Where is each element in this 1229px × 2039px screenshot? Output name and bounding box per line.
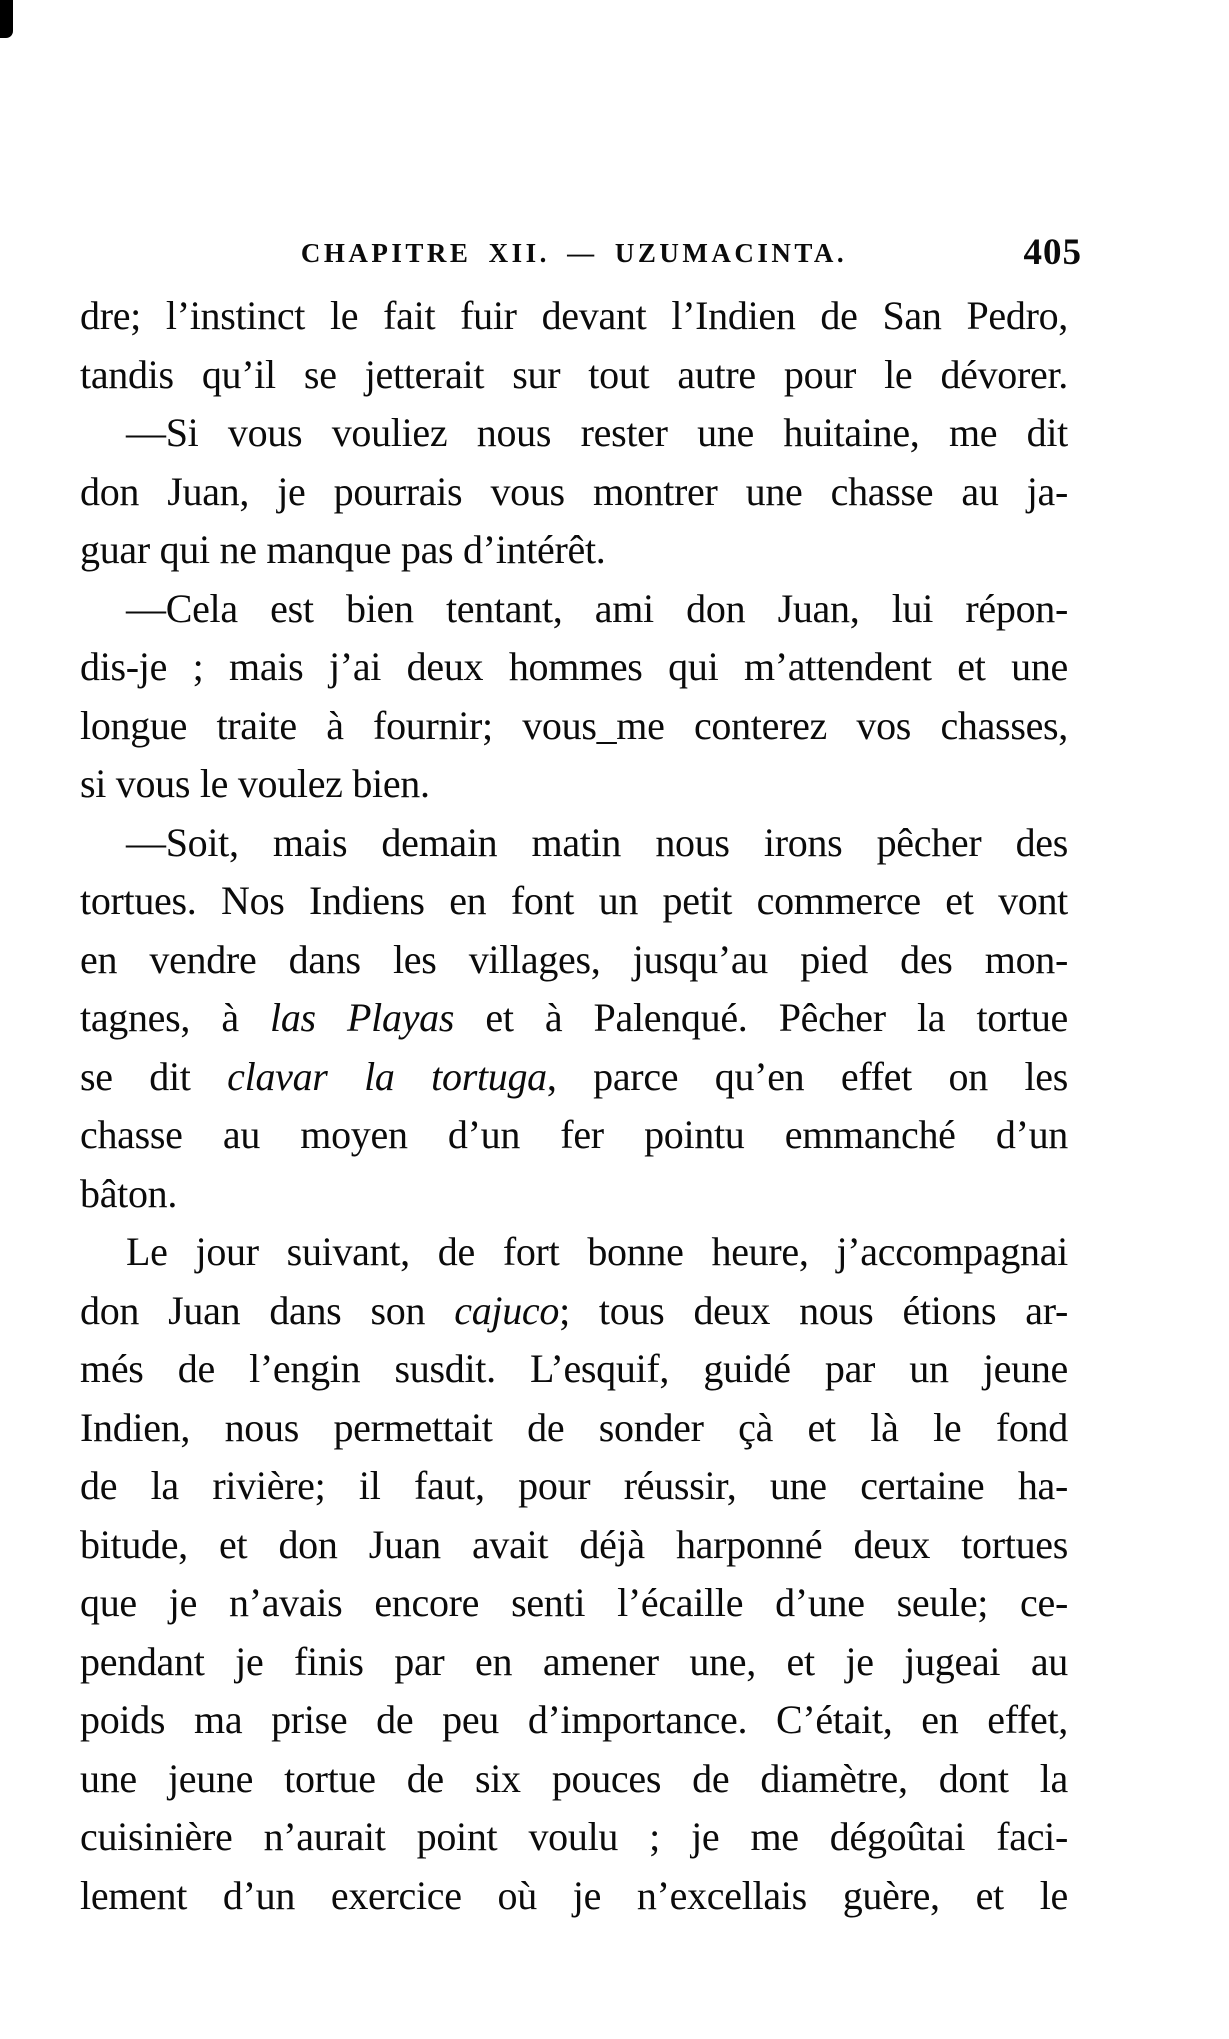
text-line: bâton. (80, 1170, 178, 1216)
text-block (80, 287, 1068, 1925)
scan-artifact-topleft (0, 0, 13, 38)
text-line: tortues. Nos Indiens en font un petit commerce et vont (80, 878, 1068, 923)
text-line: Le jour suivant, de fort bonne heure, j’accompagnai (126, 1229, 1068, 1274)
paragraph (80, 580, 1068, 814)
text-line: de la rivière; il faut, pour réussir, une certaine ha- (80, 1463, 1068, 1508)
paragraph (80, 287, 1068, 404)
chapter-running-title: CHAPITRE XII. — UZUMACINTA. (300, 238, 848, 268)
text-line: dre; l’instinct le fait fuir devant l’Indien de San Pedro, (80, 293, 1068, 338)
text-line: —Soit, mais demain matin nous irons pêcher des (126, 819, 1068, 865)
paragraph (80, 814, 1068, 1224)
italic-phrase: cajuco (454, 1287, 560, 1333)
text-line: guar qui ne manque pas d’intérêt. (80, 527, 606, 572)
text-line: Indien, nous permettait de sonder çà et là le fond (80, 1404, 1068, 1450)
text-line: més de l’engin susdit. L’esquif, guidé par un jeune (80, 1346, 1068, 1391)
text-line: don Juan dans son cajuco; tous deux nous étions ar- (80, 1287, 1068, 1333)
page-number: 405 (1023, 232, 1082, 273)
text-line: que je n’avais encore senti l’écaille d’une seule; ce- (80, 1580, 1068, 1625)
text-line: lement d’un exercice où je n’excellais guère, et le (80, 1872, 1068, 1918)
text-line: —Cela est bien tentant, ami don Juan, lui répon- (126, 585, 1068, 631)
text-line: une jeune tortue de six pouces de diamètre, dont la (80, 1755, 1068, 1801)
text-line: cuisinière n’aurait point voulu ; je me dégoûtai faci- (80, 1814, 1068, 1859)
text-line: poids ma prise de peu d’importance. C’était, en effet, (80, 1697, 1068, 1742)
text-line: bitude, et don Juan avait déjà harponné deux tortues (80, 1521, 1068, 1567)
text-line: longue traite à fournir; vous_me conterez vos chasses, (80, 702, 1068, 748)
text-line: don Juan, je pourrais vous montrer une chasse au ja- (80, 468, 1068, 514)
text-line: en vendre dans les villages, jusqu’au pied des mon- (80, 936, 1068, 982)
text-line: chasse au moyen d’un fer pointu emmanché d’un (80, 1112, 1068, 1157)
text-line: pendant je finis par en amener une, et je jugeai au (80, 1638, 1068, 1684)
text-line: dis-je ; mais j’ai deux hommes qui m’attendent et une (80, 644, 1068, 689)
text-line: —Si vous vouliez nous rester une huitaine, me dit (126, 410, 1068, 455)
italic-phrase: las Playas (270, 995, 455, 1040)
paragraph (80, 404, 1068, 580)
text-line: tandis qu’il se jetterait sur tout autre pour le dévorer. (80, 351, 1068, 397)
italic-phrase: clavar la tortuga (227, 1053, 547, 1099)
text-line: se dit clavar la tortuga, parce qu’en effet on les (80, 1053, 1068, 1099)
text-line: tagnes, à las Playas et à Palenqué. Pêcher la tortue (80, 995, 1068, 1040)
running-header (80, 232, 1082, 274)
text-line: si vous le voulez bien. (80, 761, 430, 806)
paragraph (80, 1223, 1068, 1925)
